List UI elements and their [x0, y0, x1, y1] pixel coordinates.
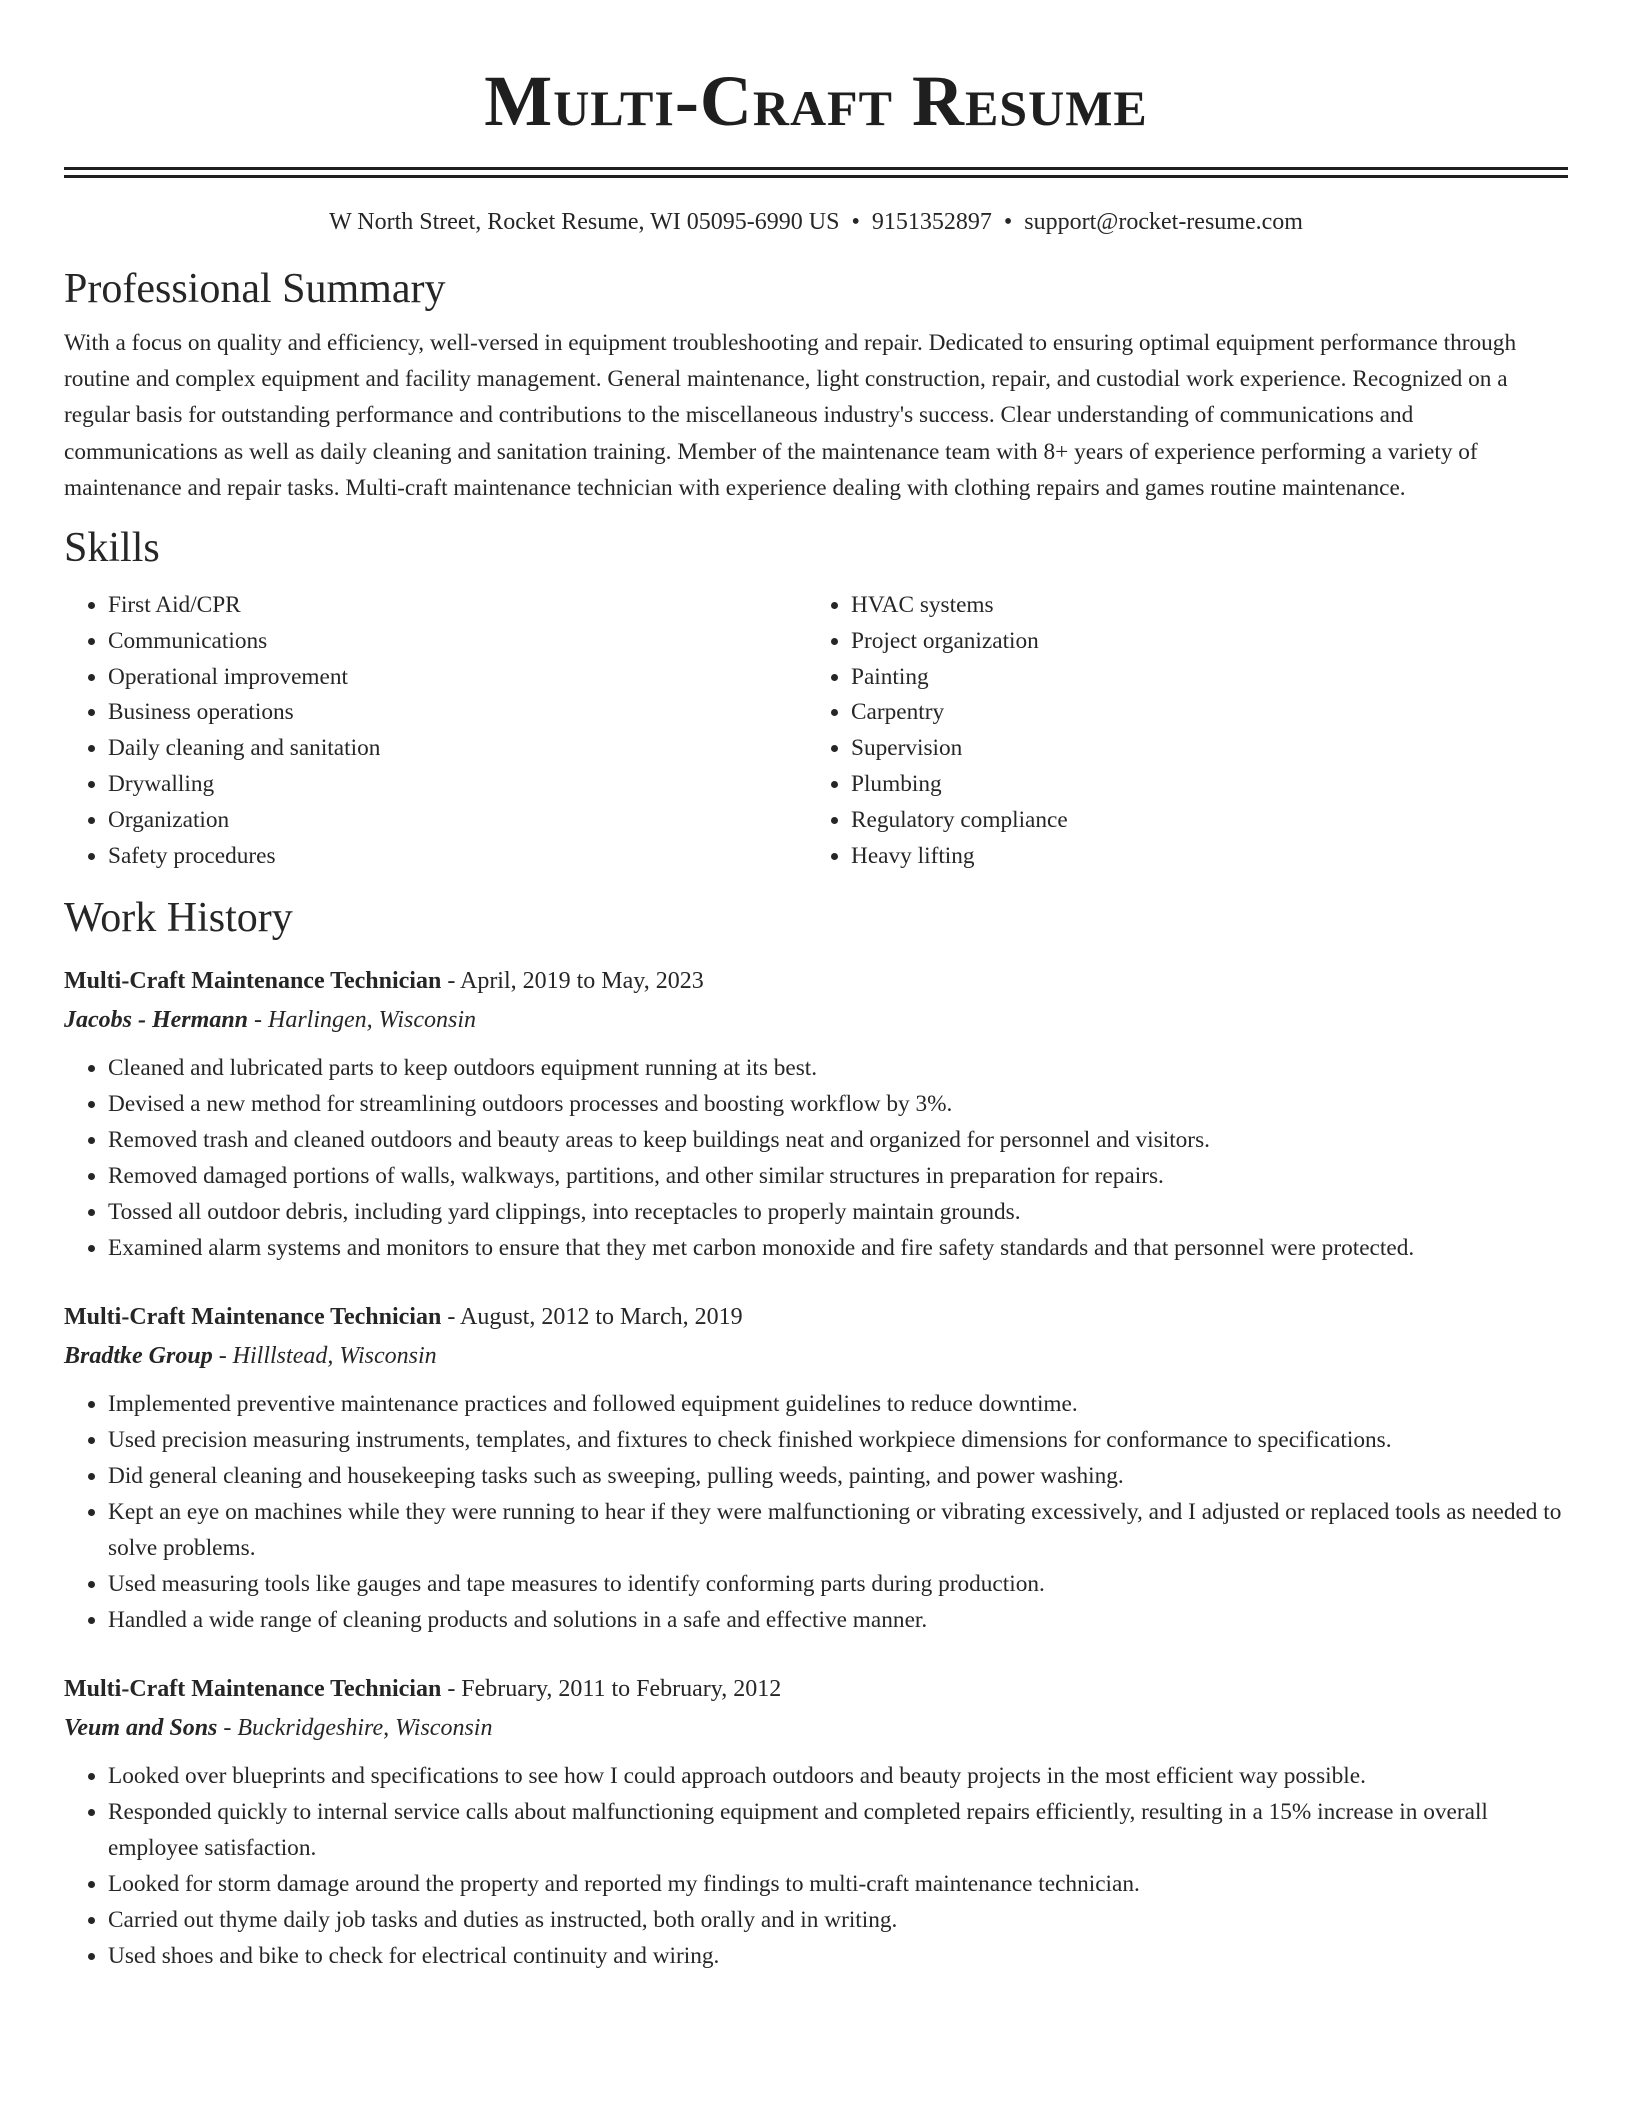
job-duty-item: • Looked over blueprints and specifications to see how I could approach outdoors and beauty projects in the most efficient way possible. — [108, 1758, 1568, 1794]
job-entry — [64, 1670, 1568, 1974]
skill-item: • Business operations — [108, 695, 807, 731]
job-location: - Buckridgeshire, Wisconsin — [217, 1715, 493, 1742]
skill-item: • Regulatory compliance — [851, 803, 1550, 839]
skills-left-list — [64, 588, 807, 874]
skill-item: • Operational improvement — [108, 660, 807, 696]
job-duty-item: • Responded quickly to internal service calls about malfunctioning equipment and completed repairs efficiently, resulting in a 15% increase in overall employee satisfaction. — [108, 1794, 1568, 1866]
job-company-line — [64, 1708, 1568, 1748]
job-duty-item: • Kept an eye on machines while they were running to hear if they were malfunctioning or vibrating excessively, and I adjusted or replaced tools as needed to solve problems. — [108, 1494, 1568, 1566]
skills-right-list — [807, 588, 1550, 874]
skill-item: • Organization — [108, 803, 807, 839]
job-duty-item: • Implemented preventive maintenance practices and followed equipment guidelines to reduce downtime. — [108, 1386, 1568, 1422]
title-double-rule — [64, 167, 1568, 178]
skill-item: • Heavy lifting — [851, 839, 1550, 875]
work-history-heading: Work History — [64, 895, 293, 942]
job-company: Jacobs - Hermann — [64, 1007, 249, 1034]
job-title-line — [64, 962, 1568, 1000]
job-title: Multi-Craft Maintenance Technician — [64, 968, 442, 995]
job-duty-item: • Devised a new method for streamlining outdoors processes and boosting workflow by 3%. — [108, 1086, 1568, 1122]
job-duty-item: • Removed trash and cleaned outdoors and beauty areas to keep buildings neat and organized for personnel and visitors. — [108, 1122, 1568, 1158]
job-entry — [64, 1298, 1568, 1638]
job-location: - Hilllstead, Wisconsin — [212, 1343, 437, 1370]
job-duty-item: • Used measuring tools like gauges and tape measures to identify conforming parts during production. — [108, 1566, 1568, 1602]
skill-item: • First Aid/CPR — [108, 588, 807, 624]
job-company: Veum and Sons — [64, 1715, 218, 1742]
skill-item: • Carpentry — [851, 695, 1550, 731]
skill-item: • Project organization — [851, 624, 1550, 660]
skills-heading: Skills — [64, 525, 160, 572]
contact-address: W North Street, Rocket Resume, WI 05095-6990 US — [329, 209, 840, 235]
skill-item: • Supervision — [851, 731, 1550, 767]
job-title-line — [64, 1298, 1568, 1336]
skill-item: • Communications — [108, 624, 807, 660]
job-dates: - April, 2019 to May, 2023 — [441, 968, 704, 995]
job-location: - Harlingen, Wisconsin — [248, 1007, 477, 1034]
work-history-list — [64, 962, 1568, 1974]
skill-item: • HVAC systems — [851, 588, 1550, 624]
skill-item: • Daily cleaning and sanitation — [108, 731, 807, 767]
skill-item: • Painting — [851, 660, 1550, 696]
job-duty-item: • Handled a wide range of cleaning products and solutions in a safe and effective manner. — [108, 1602, 1568, 1638]
resume-title: Multi-Craft Resume — [484, 61, 1148, 141]
job-duty-item: • Tossed all outdoor debris, including yard clippings, into receptacles to properly maintain grounds. — [108, 1194, 1568, 1230]
job-company-line — [64, 1336, 1568, 1376]
summary-heading: Professional Summary — [64, 266, 446, 312]
job-duty-item: • Did general cleaning and housekeeping tasks such as sweeping, pulling weeds, painting, and power washing. — [108, 1458, 1568, 1494]
job-company: Bradtke Group — [64, 1343, 213, 1370]
contact-phone: 9151352897 — [871, 209, 992, 235]
skill-item: • Drywalling — [108, 767, 807, 803]
job-title-line — [64, 1670, 1568, 1708]
summary-text: With a focus on quality and efficiency, well-versed in equipment troubleshooting and repair. Dedicated to ensuring optimal equipment performance through routine and complex equipment and facility management. General maintenance, light construction, repair, and custodial work experience. Recognized on a regular basis for outstanding performance and contributions to the miscellaneous industry's success. Clear understanding of communications and communications as well as daily cleaning and sanitation training. Member of the maintenance team with 8+ years of experience performing a variety of maintenance and repair tasks. Multi-craft maintenance technician with experience dealing with clothing repairs and games routine maintenance. — [64, 330, 1517, 501]
job-duty-item: • Used shoes and bike to check for electrical continuity and wiring. — [108, 1938, 1568, 1974]
job-duties-list — [64, 1758, 1568, 1974]
contact-separator: • — [1003, 209, 1013, 235]
job-title: Multi-Craft Maintenance Technician — [64, 1304, 442, 1331]
job-dates: - February, 2011 to February, 2012 — [441, 1676, 782, 1703]
job-dates: - August, 2012 to March, 2019 — [441, 1304, 743, 1331]
skills-columns — [64, 588, 1568, 874]
job-duty-item: • Examined alarm systems and monitors to ensure that they met carbon monoxide and fire safety standards and that personnel were protected. — [108, 1230, 1568, 1266]
job-duty-item: • Used precision measuring instruments, templates, and fixtures to check finished workpiece dimensions for conformance to specifications. — [108, 1422, 1568, 1458]
contact-email: support@rocket-resume.com — [1024, 209, 1303, 235]
contact-separator: • — [851, 209, 860, 235]
contact-line — [64, 207, 1568, 237]
skill-item: • Plumbing — [851, 767, 1550, 803]
skill-item: • Safety procedures — [108, 839, 807, 875]
job-duties-list — [64, 1386, 1568, 1638]
job-duties-list — [64, 1050, 1568, 1266]
job-company-line — [64, 1000, 1568, 1040]
job-title: Multi-Craft Maintenance Technician — [64, 1676, 442, 1703]
job-duty-item: • Carried out thyme daily job tasks and duties as instructed, both orally and in writing. — [108, 1902, 1568, 1938]
job-entry — [64, 962, 1568, 1266]
job-duty-item: • Removed damaged portions of walls, walkways, partitions, and other similar structures in preparation for repairs. — [108, 1158, 1568, 1194]
job-duty-item: • Cleaned and lubricated parts to keep outdoors equipment running at its best. — [108, 1050, 1568, 1086]
job-duty-item: • Looked for storm damage around the property and reported my findings to multi-craft maintenance technician. — [108, 1866, 1568, 1902]
